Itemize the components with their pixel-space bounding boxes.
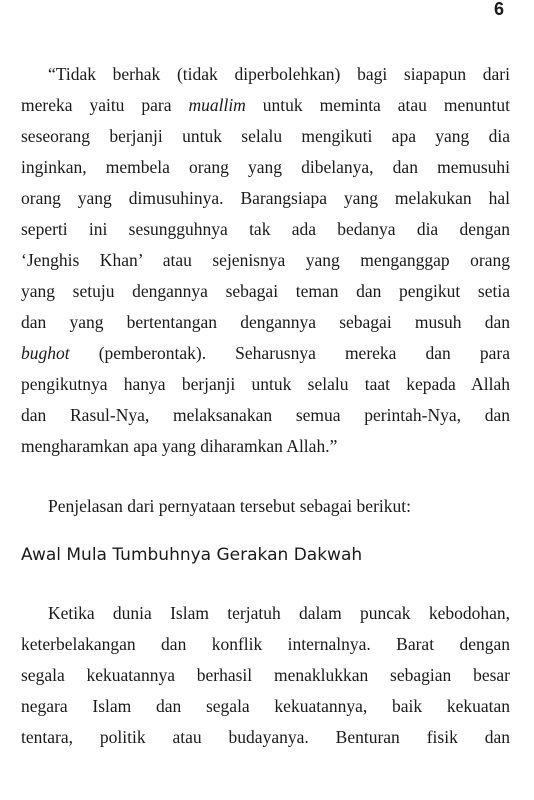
quote-term-bughot: bughot (21, 343, 70, 363)
quote-term-muallim: muallim (188, 95, 246, 115)
quote-line-4: inginkan, membela orang yang dibelanya, dan memusuhi (21, 157, 510, 177)
section-line-3: segala kekuatannya berhasil menaklukkan sebagian besar (21, 665, 510, 685)
quote-line-10 (21, 342, 510, 364)
quote-line-6: seperti ini sesungguhnya tak ada bedanya dia dengan (21, 219, 510, 239)
quote-line-12: dan Rasul-Nya, melaksanakan semua perintah-Nya, dan (21, 405, 510, 425)
quote-line-11: pengikutnya hanya berjanji untuk selalu taat kepada Allah (21, 374, 510, 394)
section-line-4: negara Islam dan segala kekuatannya, baik kekuatan (21, 696, 510, 716)
quote-line-3: seseorang berjanji untuk selalu mengikuti apa yang dia (21, 126, 510, 146)
quote-line-2-post: untuk meminta atau menuntut (245, 95, 510, 115)
section-heading: Awal Mula Tumbuhnya Gerakan Dakwah (21, 545, 363, 565)
quote-line-8: yang setuju dengannya sebagai teman dan pengikut setia (21, 281, 510, 301)
quote-line-1: “Tidak berhak (tidak diperbolehkan) bagi siapapun dari (48, 64, 510, 84)
quote-line-13: mengharamkan apa yang diharamkan Allah.” (21, 436, 338, 456)
page-number: 6 (493, 0, 504, 19)
quote-line-5: orang yang dimusuhinya. Barangsiapa yang melakukan hal (21, 188, 510, 208)
quote-line-2 (21, 94, 510, 116)
quote-line-7: ‘Jenghis Khan’ atau sejenisnya yang menganggap orang (21, 250, 510, 270)
section-line-2: keterbelakangan dan konflik internalnya. Barat dengan (21, 634, 510, 654)
section-line-1: Ketika dunia Islam terjatuh dalam puncak kebodohan, (48, 603, 510, 623)
quote-line-2-pre: mereka yaitu para (21, 95, 189, 115)
explanation-paragraph: Penjelasan dari pernyataan tersebut sebagai berikut: (48, 496, 411, 516)
section-line-5: tentara, politik atau budayanya. Benturan fisik dan (21, 727, 510, 747)
quote-line-10-post: (pemberontak). Seharusnya mereka dan para (69, 343, 510, 363)
quote-line-9: dan yang bertentangan dengannya sebagai musuh dan (21, 312, 510, 332)
